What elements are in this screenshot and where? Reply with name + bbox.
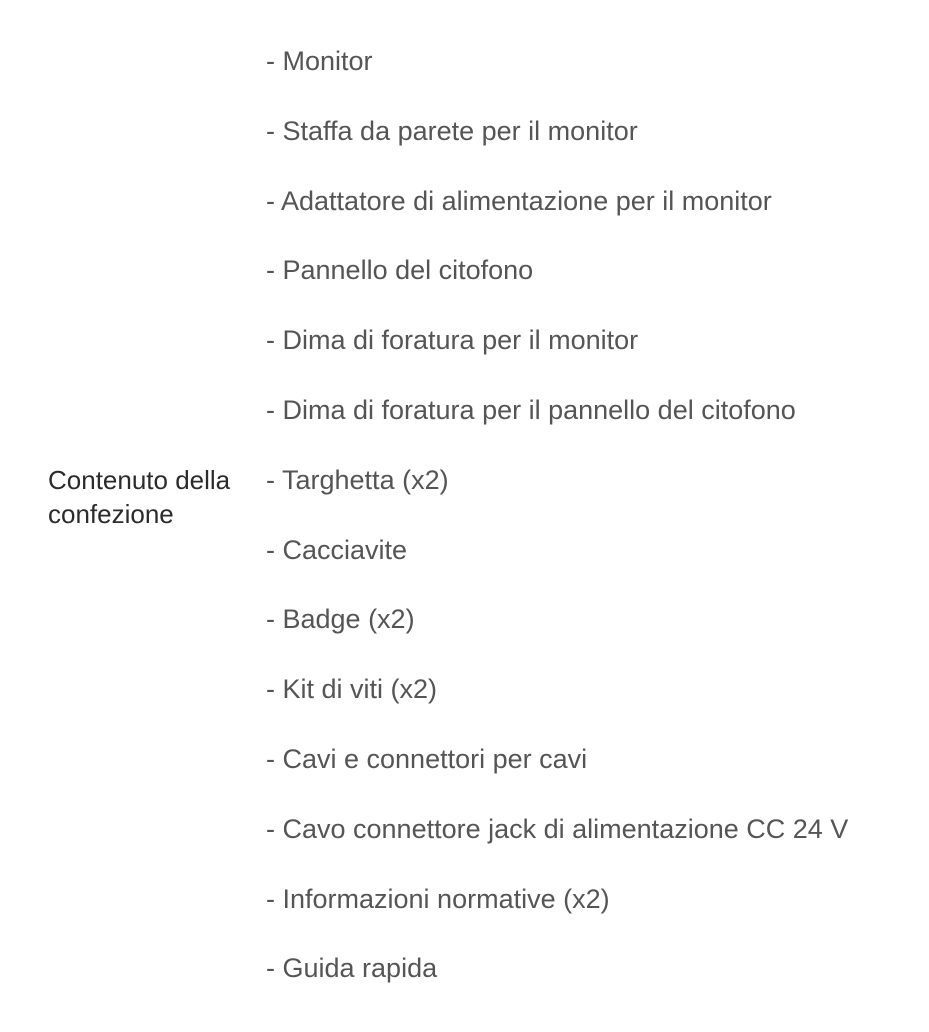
package-contents-label: Contenuto della confezione (48, 465, 231, 529)
list-item: - Cavi e connettori per cavi (266, 743, 588, 774)
package-contents-list (266, 42, 848, 1019)
list-item: - Badge (x2) (266, 604, 415, 635)
list-item: - Pannello del citofono (266, 255, 534, 286)
list-item: - Informazioni normative (x2) (266, 883, 610, 914)
list-item: - Targhetta (x2) (266, 464, 449, 495)
list-item: - Monitor (266, 46, 373, 76)
list-item: - Staffa da parete per il monitor (266, 115, 638, 146)
list-item: - Cacciavite (266, 534, 408, 565)
list-item: - Cavo connettore jack di alimentazione CC 24 V (266, 813, 849, 844)
list-item: - Kit di viti (x2) (266, 674, 438, 705)
list-item: - Dima di foratura per il pannello del citofono (266, 394, 796, 425)
list-item: - Dima di foratura per il monitor (266, 325, 639, 356)
list-item: - Adattatore di alimentazione per il monitor (266, 185, 772, 216)
list-item: - Guida rapida (266, 953, 438, 984)
